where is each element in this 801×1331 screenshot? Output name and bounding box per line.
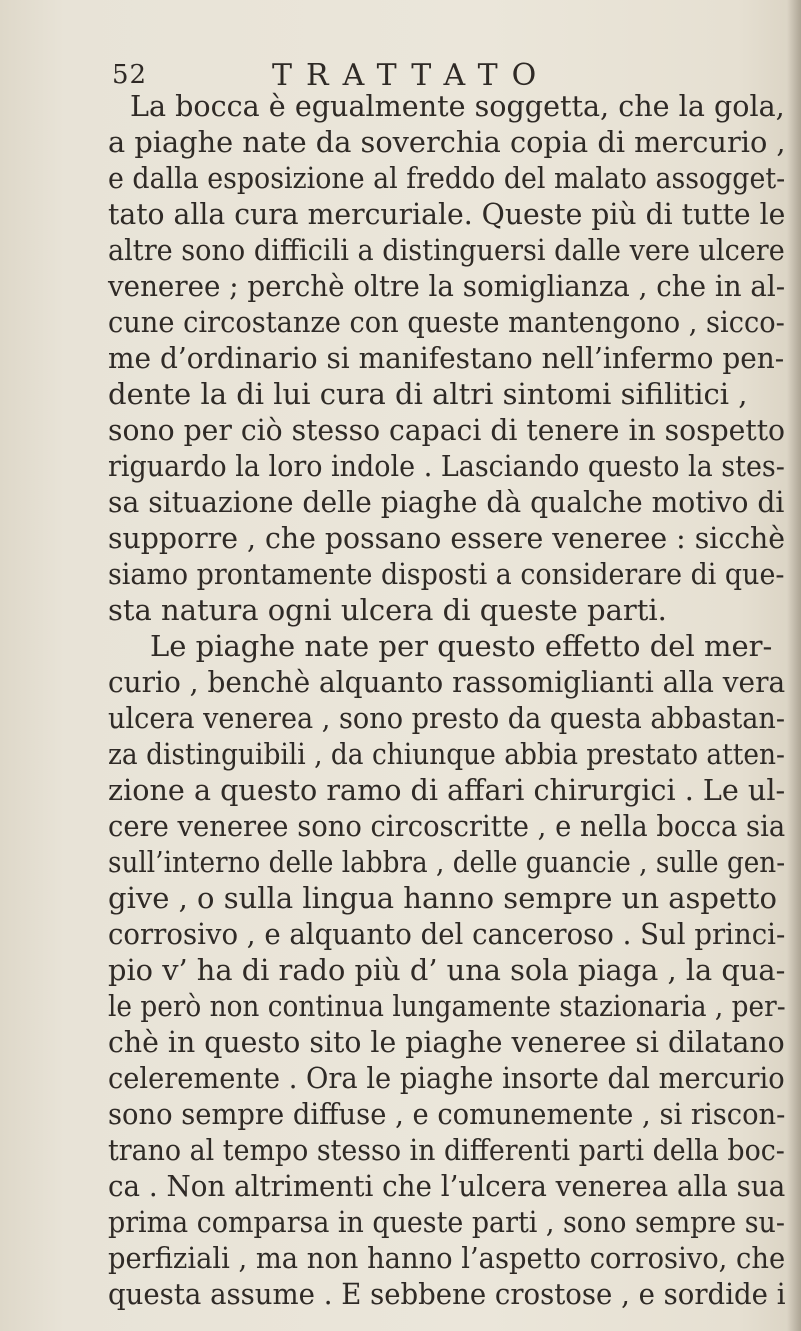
text-line: sa situazione delle piaghe dà qualche motivo di bbox=[108, 485, 785, 519]
text-line: chè in questo sito le piaghe veneree si dilatano bbox=[108, 1025, 785, 1059]
text-line: sta natura ogni ulcera di queste parti. bbox=[108, 593, 667, 627]
text-line: siamo prontamente disposti a considerare di que- bbox=[108, 557, 785, 591]
text-line: me d’ordinario si manifestano nell’infermo pen- bbox=[108, 341, 785, 375]
text-line: ulcera venerea , sono presto da questa abbastan- bbox=[108, 701, 786, 735]
text-line: corrosivo , e alquanto del canceroso . Sul princi- bbox=[108, 917, 786, 951]
text-line: questa assume . E sebbene crostose , e sordide i bbox=[108, 1277, 786, 1311]
text-line: sono per ciò stesso capaci di tenere in sospetto bbox=[108, 413, 786, 447]
text-line: dente la di lui cura di altri sintomi sifilitici , bbox=[108, 377, 748, 411]
text-line: cune circostanze con queste mantengono , sicco- bbox=[108, 305, 785, 339]
page-header bbox=[112, 58, 752, 92]
text-line: pio v’ ha di rado più d’ una sola piaga , la qua- bbox=[108, 953, 786, 987]
page-edge-shadow bbox=[787, 0, 801, 1331]
text-line: give , o sulla lingua hanno sempre un aspetto bbox=[108, 881, 777, 915]
text-line: e dalla esposizione al freddo del malato assogget- bbox=[108, 161, 786, 195]
text-line: zione a questo ramo di affari chirurgici . Le ul- bbox=[108, 773, 786, 807]
text-line: sull’interno delle labbra , delle guancie , sulle gen- bbox=[108, 845, 786, 879]
text-line: riguardo la loro indole . Lasciando questo la stes- bbox=[108, 449, 785, 483]
running-head: TRATTATO bbox=[272, 58, 551, 93]
text-line: perfiziali , ma non hanno l’aspetto corrosivo, che bbox=[108, 1241, 786, 1275]
text-line: ca . Non altrimenti che l’ulcera venerea alla sua bbox=[108, 1169, 786, 1203]
text-line: altre sono difficili a distinguersi dalle vere ulcere bbox=[108, 233, 785, 267]
text-line: le però non continua lungamente stazionaria , per- bbox=[108, 989, 786, 1023]
text-line: tato alla cura mercuriale. Queste più di tutte le bbox=[108, 197, 786, 231]
text-line: La bocca è egualmente soggetta, che la gola, bbox=[130, 89, 785, 123]
text-line: trano al tempo stesso in differenti parti della boc- bbox=[108, 1133, 785, 1167]
text-line: Le piaghe nate per questo effetto del mer- bbox=[150, 629, 773, 663]
text-line: prima comparsa in queste parti , sono sempre su- bbox=[108, 1205, 785, 1239]
text-line: veneree ; perchè oltre la somiglianza , che in al- bbox=[108, 269, 786, 303]
text-line: curio , benchè alquanto rassomiglianti alla vera bbox=[108, 665, 786, 699]
text-line: a piaghe nate da soverchia copia di mercurio , bbox=[108, 125, 786, 159]
text-line: supporre , che possano essere veneree : sicchè bbox=[108, 521, 786, 555]
text-line: cere veneree sono circoscritte , e nella bocca sia bbox=[108, 809, 786, 843]
text-line: sono sempre diffuse , e comunemente , si riscon- bbox=[108, 1097, 786, 1131]
page-number: 52 bbox=[112, 60, 148, 90]
text-line: za distinguibili , da chiunque abbia prestato atten- bbox=[108, 737, 785, 771]
text-line: celeremente . Ora le piaghe insorte dal mercurio bbox=[108, 1061, 785, 1095]
